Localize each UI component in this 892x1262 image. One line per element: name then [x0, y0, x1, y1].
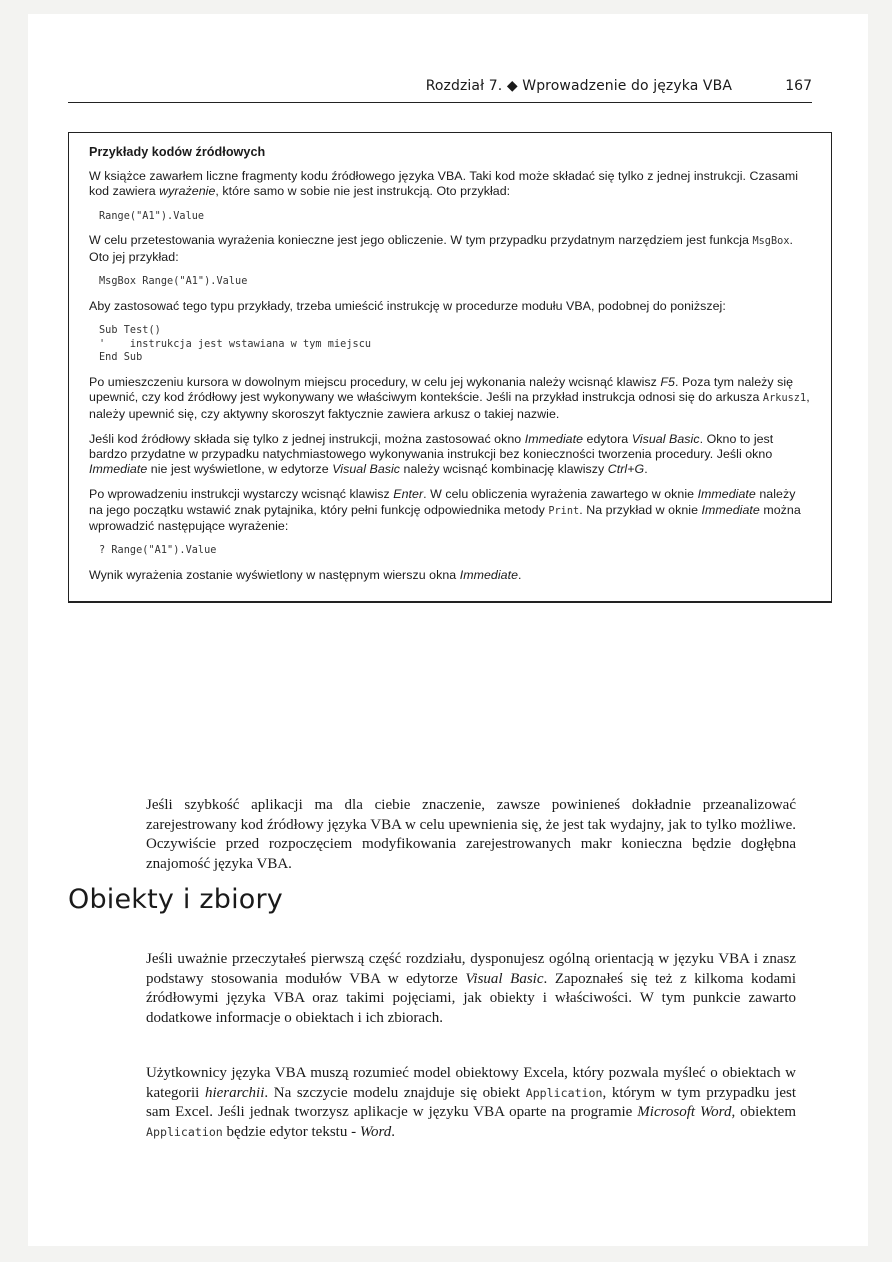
sidebar-paragraph-5: Jeśli kod źródłowy składa się tylko z jednej instrukcji, można zastosować okno Immediate edytora Visual Basic. Okno to jest bardzo przydatne w przypadku natychmiastowego wykonywania instrukcji bez konieczności tworzenia procedury. Jeśli okno Immediate nie jest wyświetlone, w edytorze Visual Basic należy wcisnąć kombinację klawiszy Ctrl+G.: [89, 431, 774, 477]
page-number: 167: [785, 78, 812, 94]
code-example-1: Range("A1").Value: [99, 210, 205, 222]
code-example-2: MsgBox Range("A1").Value: [99, 275, 248, 287]
sidebar-box: [68, 132, 832, 603]
chapter-title: Rozdział 7. ◆ Wprowadzenie do języka VBA: [425, 78, 732, 94]
code-example-3: Sub Test() ' instrukcja jest wstawiana w tym miejscu End Sub: [99, 324, 372, 364]
sidebar-paragraph-4: Po umieszczeniu kursora w dowolnym miejscu procedury, w celu jej wykonania należy wcisnąć klawisz F5. Poza tym należy się upewnić, czy kod źródłowy jest wykonywany we właściwym kontekście. Jeśli na przykład instrukcja odnosi się do arkusza Arkusz1, należy upewnić się, czy aktywny skoroszyt faktycznie zawiera arkusz o takiej nazwie.: [89, 375, 810, 421]
body-paragraph-3: Użytkownicy języka VBA muszą rozumieć model obiektowy Excela, który pozwala myśleć o obiektach w kategorii hierarchii. Na szczycie modelu znajduje się obiekt Application, którym w tym przypadku jest sam Excel. Jeśli jednak tworzysz aplikacje w języku VBA oparte na programie Microsoft Word, obiektem Application będzie edytor tekstu - Word.: [146, 1065, 796, 1140]
sidebar-paragraph-6: Po wprowadzeniu instrukcji wystarczy wcisnąć klawisz Enter. W celu obliczenia wyrażenia zawartego w oknie Immediate należy na jego początku wstawić znak pytajnika, który pełni funkcję odpowiednika metody Print. Na przykład w oknie Immediate można wprowadzić następujące wyrażenie:: [89, 487, 801, 533]
body-paragraph-1: Jeśli szybkość aplikacji ma dla ciebie znaczenie, zawsze powinieneś dokładnie przeanalizować zarejestrowany kod źródłowy języka VBA w celu upewnienia się, że jest tak wydajny, jak to tylko możliwe. Oczywiście przed rozpoczęciem modyfikowania zarejestrowanych makr konieczna będzie dogłębna znajomość języka VBA.: [146, 797, 796, 872]
sidebar-paragraph-1: W książce zawarłem liczne fragmenty kodu źródłowego języka VBA. Taki kod może składać się tylko z jednej instrukcji. Czasami kod zawiera wyrażenie, które samo w sobie nie jest instrukcją. Oto przykład:: [89, 169, 799, 199]
book-page: [28, 14, 868, 1246]
section-heading: Obiekty i zbiory: [68, 884, 283, 915]
sidebar-paragraph-7: Wynik wyrażenia zostanie wyświetlony w następnym wierszu okna Immediate.: [89, 567, 522, 582]
sidebar-paragraph-2: W celu przetestowania wyrażenia konieczne jest jego obliczenie. W tym przypadku przydatnym narzędziem jest funkcja MsgBox. Oto jej przykład:: [89, 233, 794, 264]
code-example-4: ? Range("A1").Value: [99, 545, 217, 557]
body-paragraph-2: Jeśli uważnie przeczytałeś pierwszą część rozdziału, dysponujesz ogólną orientacją w języku VBA i znasz podstawy stosowania modułów VBA w edytorze Visual Basic. Zapoznałeś się też z kilkoma kodami źródłowymi języka VBA oraz takimi pojęciami, jak obiekty i właściwości. W tym punkcie zawarto dodatkowe informacje o obiektach i ich zbiorach.: [146, 951, 796, 1026]
sidebar-title: Przykłady kodów źródłowych: [89, 145, 266, 159]
sidebar-paragraph-3: Aby zastosować tego typu przykłady, trzeba umieścić instrukcję w procedurze modułu VBA, podobnej do poniższej:: [89, 298, 726, 313]
running-header: [68, 64, 812, 103]
